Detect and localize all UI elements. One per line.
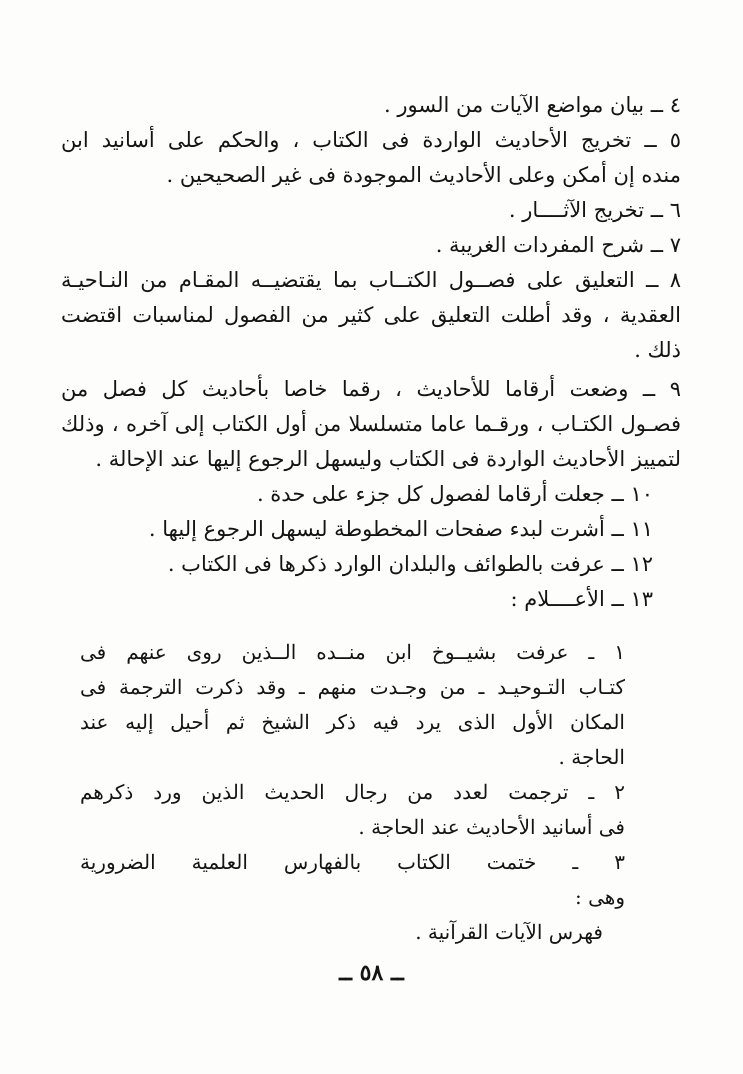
list-item — [61, 88, 681, 123]
list-item — [61, 477, 653, 512]
list-item — [61, 372, 681, 477]
page-body — [61, 88, 681, 950]
text-line: ٢ ـ ترجمت لعدد من رجال الحديث الذين ورد ذكرهم — [80, 780, 625, 804]
list-item — [61, 512, 653, 547]
text-line: فهرس الآيات القرآنية . — [415, 920, 603, 944]
page-number: ــ ٥٨ ــ — [339, 960, 404, 986]
text-line: ٤ ــ بيان مواضع الآيات من السور . — [384, 93, 681, 117]
text-line: وهى : — [575, 885, 625, 909]
list-item — [61, 582, 653, 617]
text-line: ٩ ــ وضعت أرقاما للأحاديث ، رقما خاصا بأحاديث كل فصل من — [61, 377, 681, 401]
text-line: فصـول الكتـاب ، ورقـما عاما متسلسلا من أول الكتاب إلى آخره ، وذلك — [61, 412, 681, 436]
text-line: ١١ ــ أشرت لبدء صفحات المخطوطة ليسهل الرجوع إليها . — [148, 517, 653, 541]
text-line: ٣ ـ ختمت الكتاب بالفهارس العلمية الضرورية — [80, 850, 625, 874]
text-line: المكان الأول الذى يرد فيه ذكر الشيخ ثم أحيل إليه عند — [80, 710, 625, 734]
list-item — [61, 193, 681, 228]
text-line: ٦ ــ تخريج الآثــــار . — [508, 198, 681, 222]
sub-list-item — [80, 775, 625, 845]
list-item — [61, 228, 681, 263]
list-item — [61, 123, 681, 193]
text-line: لتمييز الأحاديث الواردة فى الكتاب وليسهل الرجوع إليها عند الإحالة . — [95, 447, 681, 471]
text-line: ١٢ ــ عرفت بالطوائف والبلدان الوارد ذكرها فى الكتاب . — [167, 552, 653, 576]
sub-list — [80, 635, 625, 950]
text-line: ٥ ــ تخريج الأحاديث الواردة فى الكتاب ، والحكم على أسانيد ابن — [61, 128, 681, 152]
list-item — [61, 547, 653, 582]
sub-list-item — [80, 915, 603, 950]
text-line: ١ ـ عرفت بشيــوخ ابن منــده الــذين روى عنهم فى — [80, 640, 625, 664]
text-line: ٨ ــ التعليق على فصــول الكتــاب بما يقتضيــه المقـام من النـاحيـة — [61, 268, 681, 292]
text-line: كتـاب التـوحيـد ـ من وجـدت منهم ـ وقد ذكرت الترجمة فى — [80, 675, 625, 699]
text-line: منده إن أمكن وعلى الأحاديث الموجودة فى غير الصحيحين . — [166, 163, 681, 187]
sub-list-item — [80, 635, 625, 775]
text-line: فى أسانيد الأحاديث عند الحاجة . — [358, 815, 625, 839]
text-line: الحاجة . — [558, 745, 625, 769]
text-line: ١٠ ــ جعلت أرقاما لفصول كل جزء على حدة . — [256, 482, 653, 506]
text-line: ١٣ ــ الأعــــلام : — [510, 587, 653, 611]
text-line: ٧ ــ شرح المفردات الغريبة . — [435, 233, 681, 257]
text-line: ذلك . — [634, 338, 681, 362]
sub-list-item — [80, 845, 625, 915]
list-item — [61, 263, 681, 368]
text-line: العقدية ، وقد أطلت التعليق على كثير من الفصول لمناسبات اقتضت — [61, 303, 681, 327]
